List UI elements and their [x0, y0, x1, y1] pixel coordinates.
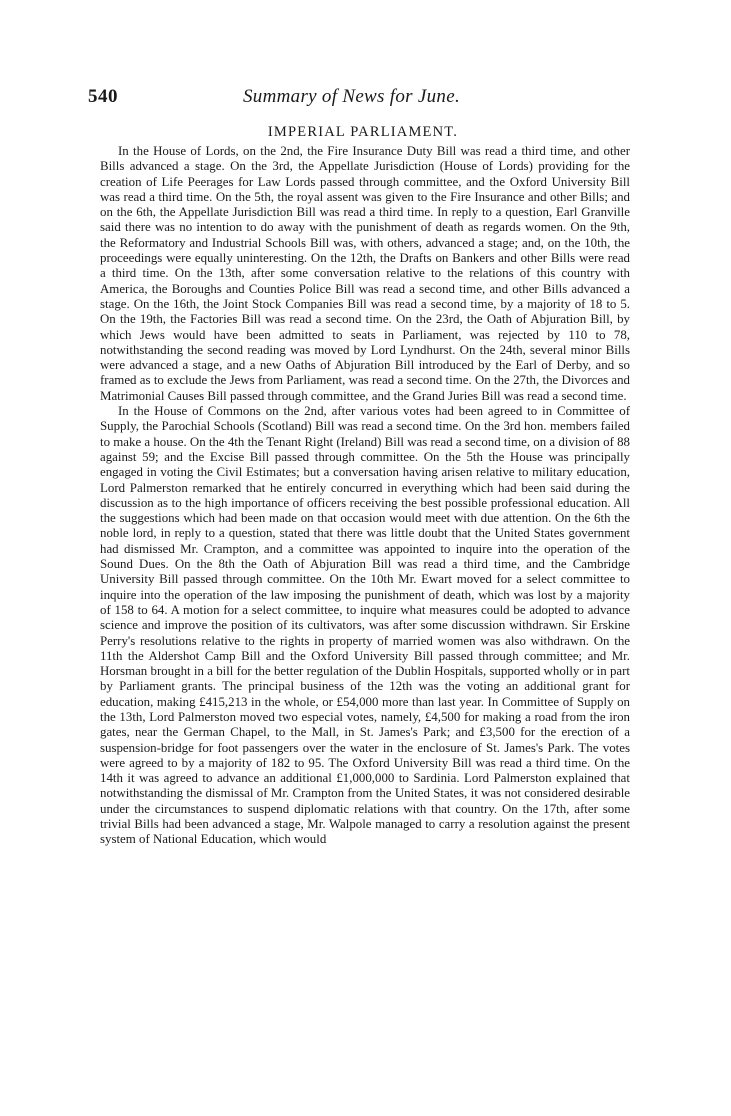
section-heading: IMPERIAL PARLIAMENT.: [267, 124, 459, 140]
paragraph-house-of-commons: In the House of Commons on the 2nd, after various votes had been agreed to in Committee of Supply, the Parochial Schools (Scotland) Bill was read a second time. On the 3rd hon. members failed to make a house. On the 4th the Tenant Right (Ireland) Bill was read a second time, on a division of 88 against 59; and the Excise Bill passed through committee. On the 5th the House was principally engaged in voting the Civil Estimates; but a conversation having arisen relative to military education, Lord Palmerston remarked that he entirely concurred in everything which had been said during the discussion as to the high importance of officers receiving the best possible professional education. All the suggestions which had been made on that occasion would meet with due attention. On the 6th the noble lord, in reply to a question, stated that there was little doubt that the United States government had dismissed Mr. Crampton, and a committee was appointed to inquire into the operation of the Sound Dues. On the 8th the Oath of Abjuration Bill was read a third time, and the Cambridge University Bill passed through committee. On the 10th Mr. Ewart moved for a select committee to inquire into the operation of the law imposing the punishment of death, which was lost by a majority of 158 to 64. A motion for a select committee, to inquire what measures could be adopted to advance science and improve the position of its cultivators, was after some discussion withdrawn. Sir Erskine Perry's resolutions relative to the rights in property of married women was also withdrawn. On the 11th the Aldershot Camp Bill and the Oxford University Bill passed through committee; and Mr. Horsman brought in a bill for the better regulation of the Dublin Hospitals, supported wholly or in part by Parliament grants. The principal business of the 12th was the voting an additional grant for education, making £415,213 in the whole, or £54,000 more than last year. In Committee of Supply on the 13th, Lord Palmerston moved two especial votes, namely, £4,500 for making a road from the iron gates, near the German Chapel, to the Mall, in St. James's Park; and £3,500 for the erection of a suspension-bridge for foot passengers over the water in the enclosure of St. James's Park. The votes were agreed to by a majority of 182 to 95. The Oxford University Bill was read a third time. On the 14th it was agreed to advance an additional £1,000,000 to Sardinia. Lord Palmerston explained that notwithstanding the dismissal of Mr. Crampton from the United States, it was not considered desirable under the circumstances to suspend diplomatic relations with that country. On the 17th, after some trivial Bills had been advanced a stage, Mr. Walpole managed to carry a resolution against the present system of National Education, which would: [100, 404, 630, 847]
running-title: Summary of News for June.: [243, 86, 461, 107]
article-body: [100, 144, 630, 848]
running-head: [88, 86, 638, 110]
paragraph-house-of-lords: In the House of Lords, on the 2nd, the Fire Insurance Duty Bill was read a third time, and other Bills advanced a stage. On the 3rd, the Appellate Jurisdiction (House of Lords) providing for the creation of Life Peerages for Law Lords passed through committee, and the Oxford University Bill was read a third time. On the 5th, the royal assent was given to the Fire Insurance and other Bills; and on the 6th, the Appellate Jurisdiction Bill was read a third time. In reply to a question, Earl Granville said there was no intention to do away with the punishment of death as regards women. On the 9th, the Reformatory and Industrial Schools Bill was, with others, advanced a stage; and, on the 10th, the proceedings were equally uninteresting. On the 12th, the Drafts on Bankers and other Bills were read a third time. On the 13th, after some conversation relative to the relations of this country with America, the Boroughs and Counties Police Bill was read a second time, and other Bills advanced a stage. On the 16th, the Joint Stock Companies Bill was read a second time, by a majority of 18 to 5. On the 19th, the Factories Bill was read a second time. On the 23rd, the Oath of Abjuration Bill, by which Jews would have been admitted to seats in Parliament, was rejected by 110 to 78, notwithstanding the second reading was moved by Lord Lyndhurst. On the 24th, several minor Bills were advanced a stage, and a new Oaths of Abjuration Bill introduced by the Earl of Derby, and so framed as to exclude the Jews from Parliament, was read a second time. On the 27th, the Divorces and Matrimonial Causes Bill passed through committee, and the Grand Juries Bill was read a second time.: [100, 144, 630, 403]
page-number: 540: [88, 86, 118, 107]
